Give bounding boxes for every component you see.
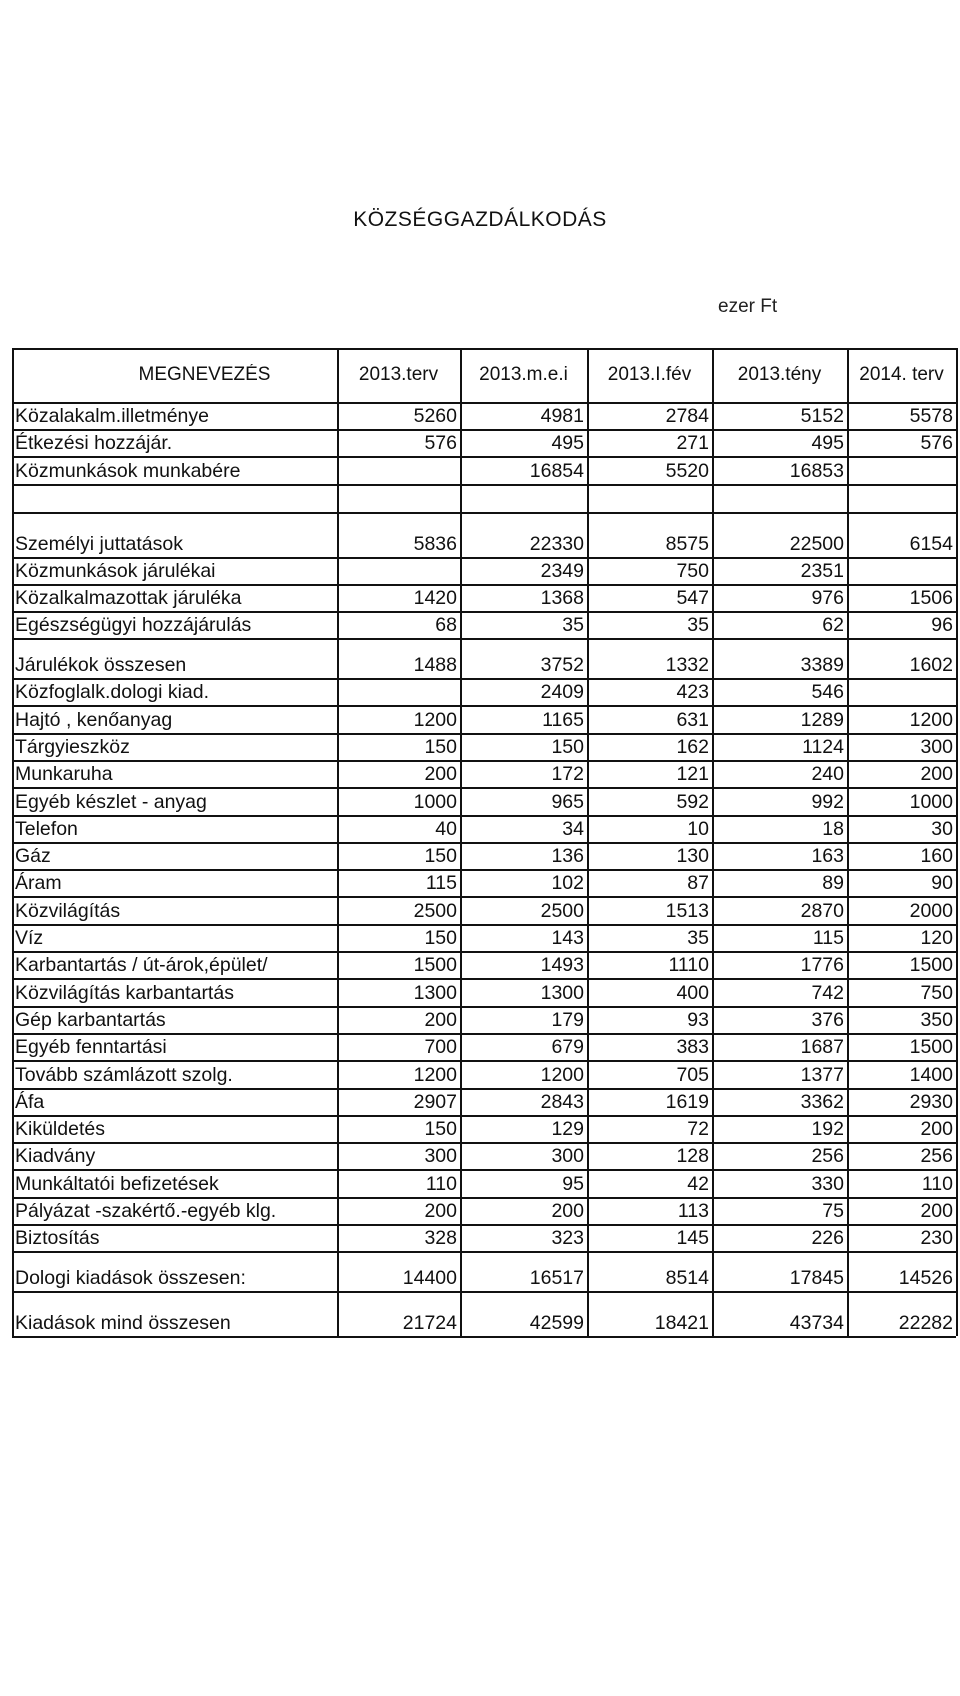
value-cell: 1500 xyxy=(909,1036,953,1058)
value-cell: 5152 xyxy=(800,405,844,427)
value-cell: 300 xyxy=(920,736,953,758)
row-label-cell: Közmunkások járulékai xyxy=(15,560,216,582)
table-top-border xyxy=(12,348,956,350)
column-divider xyxy=(847,348,849,1336)
value-cell: 1420 xyxy=(413,587,457,609)
value-cell: 705 xyxy=(676,1064,709,1086)
row-label-cell: Munkaruha xyxy=(15,763,113,785)
value-cell: 35 xyxy=(687,927,709,949)
table-row xyxy=(12,924,956,951)
table-row xyxy=(12,557,956,584)
row-divider xyxy=(12,1115,956,1117)
value-cell: 576 xyxy=(920,432,953,454)
row-divider xyxy=(12,512,956,514)
value-cell: 256 xyxy=(811,1145,844,1167)
value-cell: 200 xyxy=(424,1200,457,1222)
value-cell: 1500 xyxy=(413,954,457,976)
table-row xyxy=(12,638,956,678)
value-cell: 2843 xyxy=(540,1091,584,1113)
value-cell: 14400 xyxy=(402,1267,457,1289)
value-cell: 2870 xyxy=(800,900,844,922)
row-divider xyxy=(12,951,956,953)
value-cell: 115 xyxy=(425,872,457,894)
value-cell: 679 xyxy=(551,1036,584,1058)
value-cell: 3362 xyxy=(800,1091,844,1113)
row-divider xyxy=(12,456,956,458)
table-row xyxy=(12,760,956,787)
value-cell: 1200 xyxy=(413,1064,457,1086)
row-divider xyxy=(12,842,956,844)
value-cell: 8514 xyxy=(665,1267,709,1289)
value-cell: 200 xyxy=(424,763,457,785)
value-cell: 700 xyxy=(424,1036,457,1058)
value-cell: 1000 xyxy=(909,791,953,813)
row-label-cell: Pályázat -szakértő.-egyéb klg. xyxy=(15,1200,277,1222)
table-row xyxy=(12,611,956,638)
row-label-cell: Hajtó , kenőanyag xyxy=(15,709,173,731)
value-cell: 22330 xyxy=(529,533,584,555)
row-label-cell: Egyéb készlet - anyag xyxy=(15,791,207,813)
value-cell: 2784 xyxy=(665,405,709,427)
row-label-cell: Áram xyxy=(15,872,62,894)
value-cell: 192 xyxy=(811,1118,844,1140)
row-divider xyxy=(12,1224,956,1226)
value-cell: 143 xyxy=(551,927,584,949)
value-cell: 150 xyxy=(424,845,457,867)
value-cell: 1493 xyxy=(540,954,584,976)
row-divider xyxy=(12,787,956,789)
value-cell: 350 xyxy=(920,1009,953,1031)
row-label-cell: Járulékok összesen xyxy=(15,654,187,676)
value-cell: 128 xyxy=(676,1145,709,1167)
row-label-cell: Személyi juttatások xyxy=(15,533,183,555)
row-label-cell: Áfa xyxy=(15,1091,45,1113)
header-cell: 2013.terv xyxy=(358,364,439,385)
row-label-cell: Közvilágítás xyxy=(15,900,121,922)
value-cell: 1619 xyxy=(665,1091,709,1113)
value-cell: 16854 xyxy=(529,460,584,482)
value-cell: 5836 xyxy=(413,533,457,555)
table-row xyxy=(12,456,956,484)
value-cell: 376 xyxy=(811,1009,844,1031)
table-row xyxy=(12,584,956,611)
table-row xyxy=(12,429,956,456)
row-divider xyxy=(12,1088,956,1090)
value-cell: 14526 xyxy=(898,1267,953,1289)
value-cell: 130 xyxy=(676,845,709,867)
value-cell: 742 xyxy=(811,982,844,1004)
table-row xyxy=(12,1088,956,1115)
value-cell: 200 xyxy=(551,1200,584,1222)
value-cell: 226 xyxy=(811,1227,844,1249)
value-cell: 96 xyxy=(931,614,953,636)
row-divider xyxy=(12,924,956,926)
row-divider xyxy=(12,1033,956,1035)
row-label-cell: Egyéb fenntartási xyxy=(15,1036,167,1058)
row-label-cell: Gáz xyxy=(15,845,51,867)
row-divider xyxy=(12,638,956,640)
value-cell: 240 xyxy=(811,763,844,785)
row-divider xyxy=(12,1142,956,1144)
value-cell: 1289 xyxy=(800,709,844,731)
row-label-cell: Egészségügyi hozzájárulás xyxy=(15,614,252,636)
value-cell: 150 xyxy=(551,736,584,758)
value-cell: 1400 xyxy=(909,1064,953,1086)
row-divider xyxy=(12,1060,956,1062)
value-cell: 1200 xyxy=(413,709,457,731)
table-row xyxy=(12,869,956,896)
value-cell: 976 xyxy=(811,587,844,609)
row-divider xyxy=(12,584,956,586)
value-cell: 72 xyxy=(687,1118,709,1140)
value-cell: 495 xyxy=(811,432,844,454)
value-cell: 62 xyxy=(822,614,844,636)
value-cell: 3389 xyxy=(800,654,844,676)
value-cell: 115 xyxy=(812,927,844,949)
row-label-cell: Kiküldetés xyxy=(15,1118,105,1140)
table-row xyxy=(12,1197,956,1224)
value-cell: 16853 xyxy=(789,460,844,482)
value-cell: 323 xyxy=(551,1227,584,1249)
column-divider xyxy=(460,348,462,1336)
value-cell: 2000 xyxy=(909,900,953,922)
value-cell: 328 xyxy=(424,1227,457,1249)
table-row xyxy=(12,1251,956,1291)
value-cell: 546 xyxy=(811,681,844,703)
value-cell: 200 xyxy=(920,763,953,785)
value-cell: 22282 xyxy=(898,1312,953,1334)
table-row xyxy=(12,951,956,978)
row-label-cell: Tovább számlázott szolg. xyxy=(15,1064,233,1086)
value-cell: 16517 xyxy=(529,1267,584,1289)
table-row xyxy=(12,1224,956,1251)
value-cell: 160 xyxy=(920,845,953,867)
value-cell: 89 xyxy=(822,872,844,894)
value-cell: 631 xyxy=(676,709,709,731)
row-label-cell: Munkáltatói befizetések xyxy=(15,1173,219,1195)
value-cell: 1506 xyxy=(909,587,953,609)
table-left-border xyxy=(12,348,14,1336)
row-divider xyxy=(12,869,956,871)
value-cell: 93 xyxy=(687,1009,709,1031)
value-cell: 1124 xyxy=(802,736,844,758)
row-label-cell: Közfoglalk.dologi kiad. xyxy=(15,681,210,703)
value-cell: 383 xyxy=(676,1036,709,1058)
unit-label: ezer Ft xyxy=(718,296,778,317)
value-cell: 2409 xyxy=(540,681,584,703)
header-cell: 2014. terv xyxy=(859,364,944,385)
value-cell: 30 xyxy=(931,818,953,840)
value-cell: 43734 xyxy=(789,1312,844,1334)
row-divider xyxy=(12,429,956,431)
column-divider xyxy=(337,348,339,1336)
row-divider xyxy=(12,484,956,486)
row-label-cell: Gép karbantartás xyxy=(15,1009,166,1031)
row-divider xyxy=(12,760,956,762)
value-cell: 1000 xyxy=(413,791,457,813)
table-row xyxy=(12,1169,956,1197)
value-cell: 162 xyxy=(676,736,709,758)
table-row xyxy=(12,512,956,557)
table-row xyxy=(12,1060,956,1088)
table-row xyxy=(12,678,956,705)
table-row xyxy=(12,978,956,1006)
value-cell: 3752 xyxy=(540,654,584,676)
value-cell: 150 xyxy=(424,736,457,758)
value-cell: 576 xyxy=(424,432,457,454)
column-divider xyxy=(587,348,589,1336)
value-cell: 200 xyxy=(920,1200,953,1222)
value-cell: 163 xyxy=(811,845,844,867)
value-cell: 172 xyxy=(551,763,584,785)
value-cell: 102 xyxy=(551,872,584,894)
column-divider xyxy=(712,348,714,1336)
value-cell: 145 xyxy=(676,1227,709,1249)
value-cell: 1776 xyxy=(800,954,844,976)
value-cell: 87 xyxy=(687,872,709,894)
row-label-cell: Közalkalmazottak járuléka xyxy=(15,587,242,609)
value-cell: 120 xyxy=(920,927,953,949)
value-cell: 95 xyxy=(562,1173,584,1195)
row-divider xyxy=(12,1197,956,1199)
value-cell: 179 xyxy=(551,1009,584,1031)
table-row xyxy=(12,705,956,733)
value-cell: 423 xyxy=(676,681,709,703)
value-cell: 1300 xyxy=(413,982,457,1004)
value-cell: 230 xyxy=(920,1227,953,1249)
value-cell: 592 xyxy=(676,791,709,813)
row-label-cell: Víz xyxy=(15,927,44,949)
row-label-cell: Dologi kiadások összesen: xyxy=(15,1267,246,1289)
value-cell: 1200 xyxy=(540,1064,584,1086)
value-cell: 1110 xyxy=(668,954,709,976)
value-cell: 2349 xyxy=(540,560,584,582)
value-cell: 22500 xyxy=(789,533,844,555)
value-cell: 5520 xyxy=(665,460,709,482)
row-divider xyxy=(12,1251,956,1253)
table-row xyxy=(12,484,956,512)
table-row xyxy=(12,1142,956,1169)
value-cell: 150 xyxy=(424,1118,457,1140)
value-cell: 400 xyxy=(676,982,709,1004)
value-cell: 1165 xyxy=(542,709,584,731)
table-row xyxy=(12,787,956,815)
value-cell: 330 xyxy=(811,1173,844,1195)
table-header-row xyxy=(12,348,956,402)
value-cell: 1513 xyxy=(665,900,709,922)
value-cell: 35 xyxy=(687,614,709,636)
value-cell: 495 xyxy=(551,432,584,454)
value-cell: 34 xyxy=(562,818,584,840)
value-cell: 136 xyxy=(551,845,584,867)
value-cell: 110 xyxy=(921,1173,953,1195)
table-row xyxy=(12,1291,956,1336)
value-cell: 113 xyxy=(677,1200,709,1222)
row-divider xyxy=(12,611,956,613)
value-cell: 271 xyxy=(676,432,709,454)
row-divider xyxy=(12,557,956,559)
value-cell: 1300 xyxy=(540,982,584,1004)
row-label-cell: Telefon xyxy=(15,818,78,840)
value-cell: 750 xyxy=(920,982,953,1004)
value-cell: 17845 xyxy=(789,1267,844,1289)
value-cell: 1368 xyxy=(540,587,584,609)
row-label-cell: Tárgyieszköz xyxy=(15,736,130,758)
row-label-cell: Kiadvány xyxy=(15,1145,96,1167)
value-cell: 1332 xyxy=(665,654,709,676)
header-cell: MEGNEVEZÉS xyxy=(138,364,271,385)
value-cell: 1200 xyxy=(909,709,953,731)
value-cell: 1488 xyxy=(413,654,457,676)
value-cell: 200 xyxy=(920,1118,953,1140)
value-cell: 2500 xyxy=(413,900,457,922)
row-label-cell: Közalakalm.illetménye xyxy=(15,405,210,427)
row-divider xyxy=(12,896,956,898)
value-cell: 992 xyxy=(811,791,844,813)
table-row xyxy=(12,1006,956,1033)
header-bottom-border xyxy=(12,402,956,404)
value-cell: 2351 xyxy=(800,560,844,582)
table-row xyxy=(12,1033,956,1060)
table-row xyxy=(12,1115,956,1142)
value-cell: 300 xyxy=(424,1145,457,1167)
row-divider xyxy=(12,1006,956,1008)
table-row xyxy=(12,733,956,760)
table-row xyxy=(12,842,956,869)
value-cell: 129 xyxy=(551,1118,584,1140)
value-cell: 200 xyxy=(424,1009,457,1031)
value-cell: 150 xyxy=(424,927,457,949)
row-label-cell: Biztosítás xyxy=(15,1227,100,1249)
value-cell: 8575 xyxy=(665,533,709,555)
value-cell: 2930 xyxy=(909,1091,953,1113)
value-cell: 42 xyxy=(687,1173,709,1195)
header-cell: 2013.I.fév xyxy=(607,364,692,385)
value-cell: 21724 xyxy=(402,1312,457,1334)
value-cell: 1687 xyxy=(800,1036,844,1058)
page-title: KÖZSÉGGAZDÁLKODÁS xyxy=(353,208,607,231)
value-cell: 18 xyxy=(822,818,844,840)
table-row xyxy=(12,896,956,924)
row-divider xyxy=(12,678,956,680)
value-cell: 1377 xyxy=(800,1064,844,1086)
row-label-cell: Karbantartás / út-árok,épület/ xyxy=(15,954,268,976)
value-cell: 42599 xyxy=(529,1312,584,1334)
value-cell: 300 xyxy=(551,1145,584,1167)
value-cell: 2907 xyxy=(413,1091,457,1113)
row-divider xyxy=(12,733,956,735)
row-divider xyxy=(12,1169,956,1171)
row-label-cell: Kiadások mind összesen xyxy=(15,1312,231,1334)
value-cell: 2500 xyxy=(540,900,584,922)
value-cell: 1602 xyxy=(909,654,953,676)
value-cell: 750 xyxy=(676,560,709,582)
row-divider xyxy=(12,1291,956,1293)
table-right-border xyxy=(956,348,958,1336)
value-cell: 4981 xyxy=(540,405,584,427)
value-cell: 547 xyxy=(676,587,709,609)
table-row xyxy=(12,402,956,429)
value-cell: 18421 xyxy=(654,1312,709,1334)
value-cell: 6154 xyxy=(909,533,953,555)
value-cell: 5578 xyxy=(909,405,953,427)
row-divider xyxy=(12,978,956,980)
value-cell: 121 xyxy=(676,763,709,785)
value-cell: 965 xyxy=(551,791,584,813)
row-label-cell: Étkezési hozzájár. xyxy=(15,432,173,454)
value-cell: 256 xyxy=(920,1145,953,1167)
row-divider xyxy=(12,1336,956,1338)
value-cell: 5260 xyxy=(413,405,457,427)
row-divider xyxy=(12,705,956,707)
row-divider xyxy=(12,815,956,817)
value-cell: 90 xyxy=(931,872,953,894)
value-cell: 68 xyxy=(435,614,457,636)
header-cell: 2013.tény xyxy=(737,364,822,385)
value-cell: 10 xyxy=(687,818,709,840)
table-row xyxy=(12,815,956,842)
row-label-cell: Közvilágítás karbantartás xyxy=(15,982,234,1004)
value-cell: 75 xyxy=(822,1200,844,1222)
value-cell: 40 xyxy=(435,818,457,840)
row-label-cell: Közmunkások munkabére xyxy=(15,460,241,482)
header-cell: 2013.m.e.i xyxy=(479,364,568,385)
value-cell: 1500 xyxy=(909,954,953,976)
value-cell: 35 xyxy=(562,614,584,636)
value-cell: 110 xyxy=(425,1173,457,1195)
